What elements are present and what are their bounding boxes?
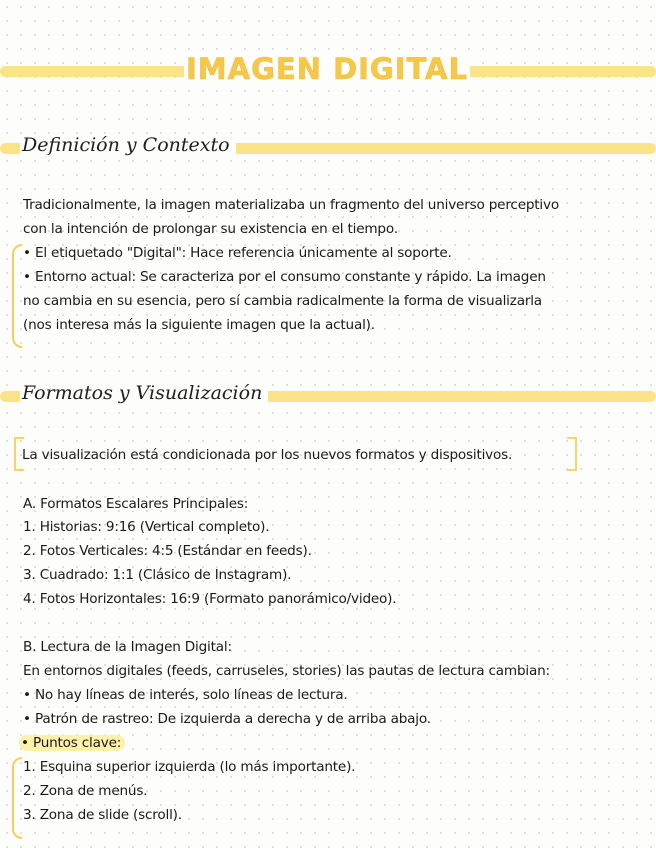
bullet-line: • El etiquetado "Digital": Hace referencia únicamente al soporte. [23, 245, 452, 261]
bullet-line: (nos interesa más la siguiente imagen que la actual). [23, 317, 375, 333]
list-item: 4. Fotos Horizontales: 16:9 (Formato panorámico/video). [23, 591, 397, 607]
list-item: 2. Fotos Verticales: 4:5 (Estándar en feeds). [23, 543, 312, 559]
page-title: IMAGEN DIGITAL [186, 52, 468, 86]
boxed-note-text: La visualización está condicionada por los nuevos formatos y dispositivos. [22, 447, 513, 463]
bullet-line: • Entorno actual: Se caracteriza por el consumo constante y rápido. La imagen [23, 269, 546, 285]
list-item: 3. Zona de slide (scroll). [23, 807, 182, 823]
paragraph-line: con la intención de prolongar su existencia en el tiempo. [23, 221, 398, 237]
list-item: 1. Historias: 9:16 (Vertical completo). [23, 519, 270, 535]
subsection-title-b: B. Lectura de la Imagen Digital: [23, 639, 232, 655]
key-points-label [19, 731, 125, 755]
bullet-line: • No hay líneas de interés, solo líneas de lectura. [23, 687, 348, 703]
paragraph-line: Tradicionalmente, la imagen materializaba un fragmento del universo perceptivo [23, 197, 559, 213]
left-bracket [12, 244, 22, 348]
subsection-title-a: A. Formatos Escalares Principales: [23, 496, 249, 512]
section-heading-formatos: Formatos y Visualización [20, 382, 268, 404]
key-points-highlight: • Puntos clave: [19, 735, 125, 751]
section-heading-definicion: Definición y Contexto [20, 134, 236, 156]
left-bracket [12, 757, 22, 839]
subsection-intro: En entornos digitales (feeds, carruseles, stories) las pautas de lectura cambian: [23, 663, 550, 679]
bullet-line: • Patrón de rastreo: De izquierda a derecha y de arriba abajo. [23, 711, 431, 727]
list-item: 1. Esquina superior izquierda (lo más importante). [23, 759, 356, 775]
list-item: 3. Cuadrado: 1:1 (Clásico de Instagram). [23, 567, 292, 583]
bullet-line: no cambia en su esencia, pero sí cambia radicalmente la forma de visualizarla [23, 293, 542, 309]
list-item: 2. Zona de menús. [23, 783, 148, 799]
